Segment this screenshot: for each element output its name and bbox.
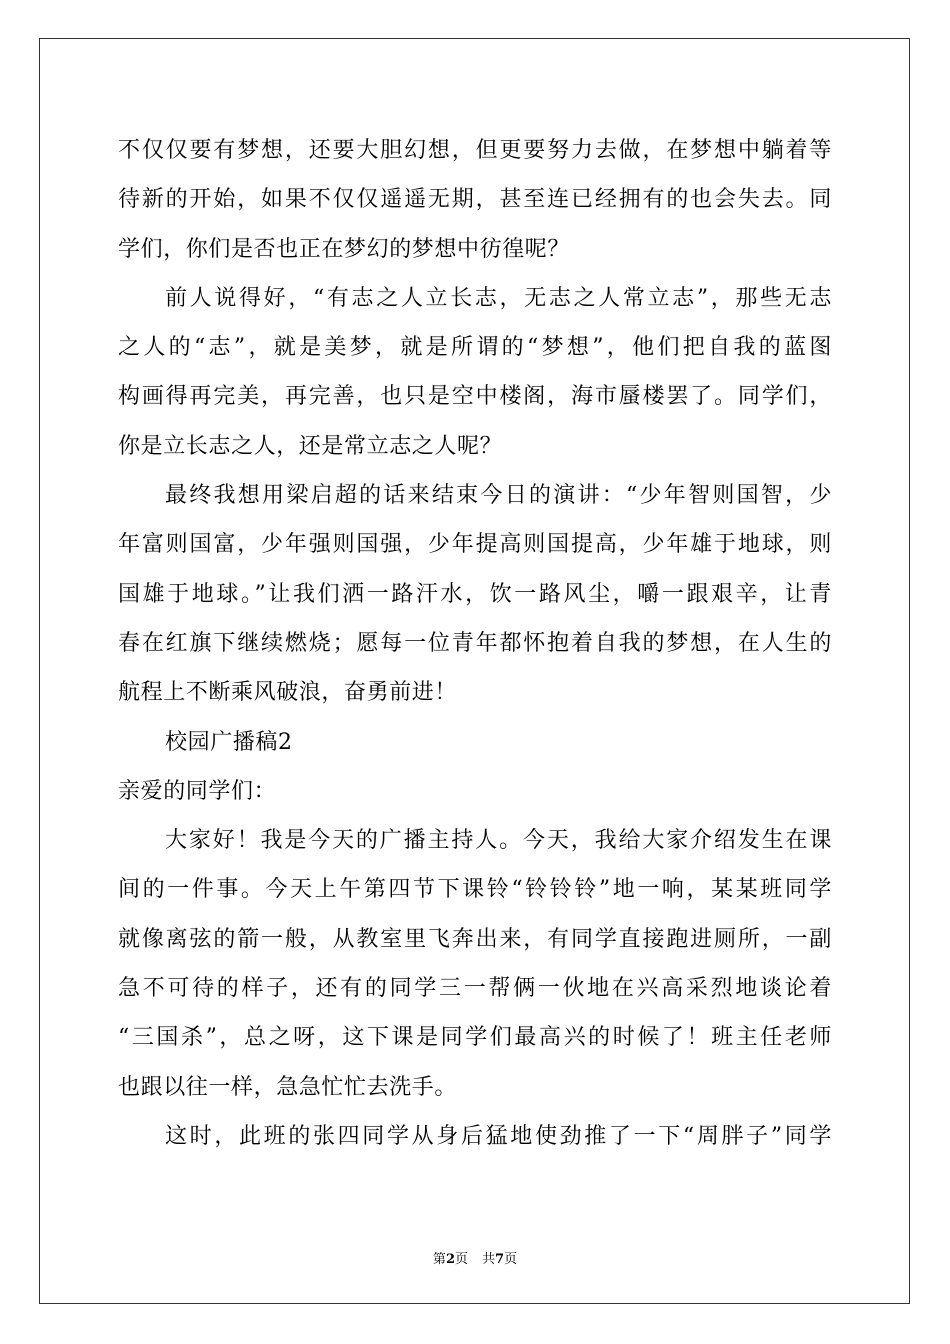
- text-line: 构画得再完美，再完善，也只是空中楼阁，海市蜃楼罢了。同学们，: [118, 384, 832, 410]
- text-line: 就像离弦的箭一般，从教室里飞奔出来，有同学直接跑进厕所，一副: [118, 926, 832, 952]
- page-footer: [0, 1248, 950, 1267]
- page-prefix: 第: [432, 1252, 446, 1267]
- section-heading: 校园广播稿2: [165, 729, 293, 755]
- text-line: 最终我想用梁启超的话来结束今日的演讲：“少年智则国智，少: [165, 483, 832, 509]
- page-number: 2: [445, 1252, 455, 1267]
- text-line: 航程上不断乘风破浪，奋勇前进！: [118, 680, 458, 706]
- text-line: 不仅仅要有梦想，还要大胆幻想，但更要努力去做，在梦想中躺着等: [118, 138, 832, 163]
- text-line: 国雄于地球。”让我们洒一路汗水，饮一路风尘，嚼一跟艰辛，让青: [118, 581, 832, 607]
- text-line: “三国杀”，总之呀，这下课是同学们最高兴的时候了！班主任老师: [118, 1025, 832, 1051]
- total-prefix: 共: [482, 1252, 496, 1267]
- text-line: 间的一件事。今天上午第四节下课铃“铃铃铃”地一响，某某班同学: [118, 877, 832, 903]
- text-line: 学们，你们是否也正在梦幻的梦想中彷徨呢？: [118, 236, 571, 262]
- text-line: 急不可待的样子，还有的同学三一帮俩一伙地在兴高采烈地谈论着: [118, 976, 832, 1002]
- page-suffix: 页: [454, 1252, 468, 1267]
- text-line: 这时，此班的张四同学从身后猛地使劲推了一下“周胖子”同学: [165, 1123, 832, 1149]
- total-pages: 7: [495, 1252, 505, 1267]
- text-line: 春在红旗下继续燃烧；愿每一位青年都怀抱着自我的梦想，在人生的: [118, 630, 832, 656]
- text-line: 也跟以往一样，急急忙忙去洗手。: [118, 1074, 458, 1100]
- document-body: [118, 126, 832, 1161]
- text-line: 待新的开始，如果不仅仅遥遥无期，甚至连已经拥有的也会失去。同: [118, 187, 832, 213]
- text-line: 你是立长志之人，还是常立志之人呢？: [118, 433, 503, 459]
- text-line: 大家好！我是今天的广播主持人。今天，我给大家介绍发生在课: [165, 828, 832, 854]
- salutation: 亲爱的同学们：: [118, 778, 277, 804]
- text-line: 之人的“志”，就是美梦，就是所谓的“梦想”，他们把自我的蓝图: [118, 335, 832, 361]
- text-line: 年富则国富，少年强则国强，少年提高则国提高，少年雄于地球，则: [118, 532, 832, 558]
- total-suffix: 页: [504, 1252, 518, 1267]
- text-line: 前人说得好，“有志之人立长志，无志之人常立志”，那些无志: [165, 285, 832, 311]
